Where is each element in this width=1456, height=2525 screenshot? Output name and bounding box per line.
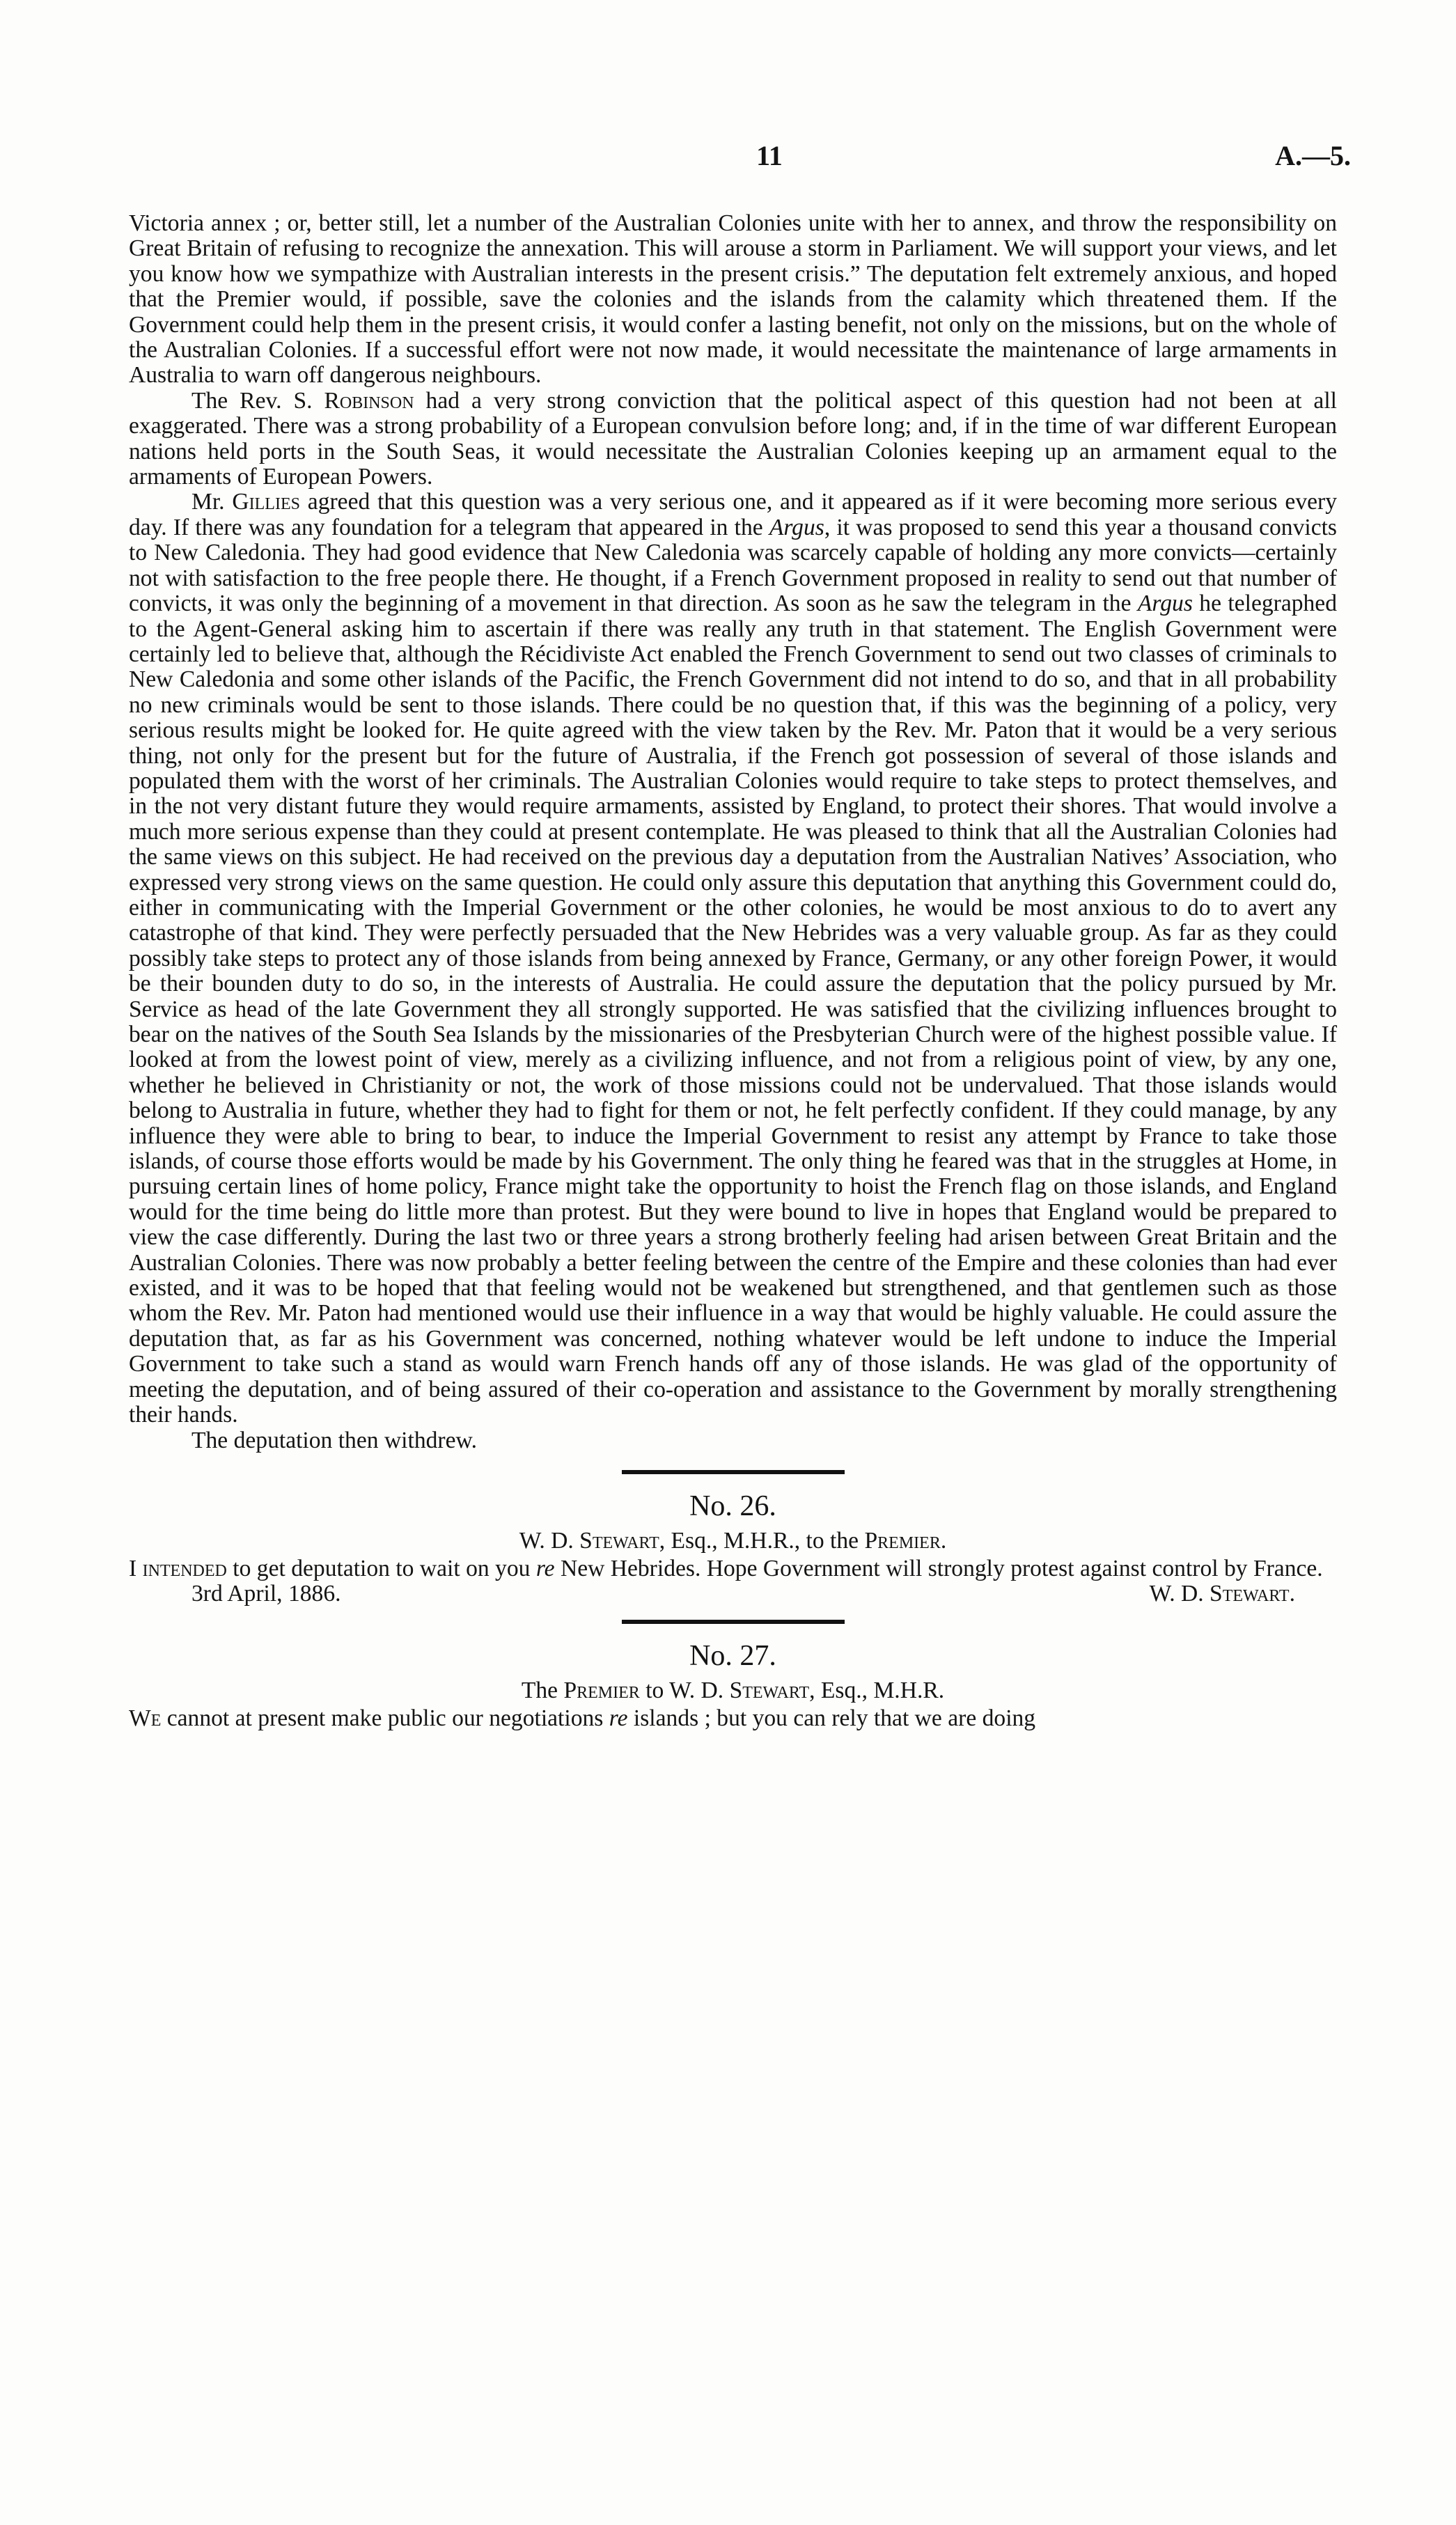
paragraph-continued <box>129 211 1337 389</box>
recipient-name: Premier <box>864 1527 941 1554</box>
correspondence-heading <box>129 1526 1337 1556</box>
section-divider <box>622 1470 845 1474</box>
paragraph-text: to get deputation to wait on you <box>226 1555 536 1581</box>
heading-text: to W. D. <box>639 1677 730 1703</box>
signature <box>1150 1581 1337 1607</box>
speaker-name: Robinson <box>324 387 414 414</box>
paragraph-text: cannot at present make public our negotiations <box>161 1705 609 1731</box>
telegram-text <box>129 1556 1337 1581</box>
page-header <box>188 139 1351 181</box>
document-number-heading: No. 27. <box>689 1639 776 1672</box>
paragraph-text: he telegraphed to the Agent-General asking him to ascertain if there was really any truth in that statement. The English Government were certainly led to believe that, although the Récidiviste Act enabled the French Government to send out two classes of criminals to New Caledonia and some other islands of the Pacific, the French Government did not intend to do so, and that in all probability no new criminals would be sent to those islands. There could be no question that, if this was the beginning of a policy, very serious results might be looked for. He quite agreed with the view taken by the Rev. Mr. Paton that it would be a very serious thing, not only for the present but for the future of Australia, if the French got possession of several of those islands and populated them with the worst of her criminals. The Australian Colonies would require to take steps to protect themselves, and in the not very distant future they would require armaments, assisted by England, to protect their shores. That would involve a much more serious expense than they could at present contemplate. He was pleased to think that all the Australian Colonies had the same views on this subject. He had received on the previous day a deputation from the Australian Natives’ Association, who expressed very strong views on the same question. He could only assure this deputation that anything this Government could do, either in communicating with the Imperial Government or the other colonies, he would be most anxious to do to avert any catastrophe of that kind. They were perfectly persuaded that the New Hebrides was a very valuable group. As far as they could possibly take steps to protect any of those islands from being annexed by France, Germany, or any other foreign Power, it would be their bounden duty to do so, in the interests of Australia. He could assure the deputation that the policy pursued by Mr. Service as head of the late Government they all strongly supported. He was satisfied that the civilizing influences brought to bear on the natives of the South Sea Islands by the missionaries of the Presbyterian Church were of the highest possible value. If looked at from the lowest point of view, merely as a civilizing influence, and not from a religious point of view, by any one, whether he believed in Christianity or not, the work of those missions could not be undervalued. That those islands would belong to Australia in future, whether they had to fight for them or not, he felt perfectly confident. If they could manage, by any influence they were able to bring to bear, to induce the Imperial Government to resist any attempt by France to take those islands, of course those efforts would be made by his Government. The only thing he feared was that in the struggles at Home, in pursuing certain lines of home policy, France might take the opportunity to hoist the French flag on those islands, and England would for the time being do little more than protest. But they were bound to live in hopes that England would be prepared to view the case differently. During the last two or three years a strong brotherly feeling had arisen between Great Britain and the Australian Colonies. There was now probably a better feeling between the centre of the Empire and these colonies than had ever existed, and it was to be hoped that that feeling would not be weakened but strengthened, and that gentlemen such as those whom the Rev. Mr. Paton had mentioned would use their influence in a way that would be highly valuable. He could assure the deputation that, as far as his Government was concerned, nothing whatever would be left undone to induce the Imperial Government to take such a stand as would warn French hands off any of those islands. He was glad of the opportunity of meeting the deputation, and of being assured of their co-operation and assistance to the Government by morally strengthening their hands. <box>129 591 1338 1428</box>
sender-name: W. D. Stewart <box>519 1527 659 1554</box>
correspondence-heading <box>129 1675 1337 1706</box>
telegram-text <box>129 1706 1337 1731</box>
heading-text: . <box>940 1527 947 1554</box>
newspaper-title: Argus <box>1137 591 1193 617</box>
page-number: 11 <box>756 140 783 171</box>
letter-date: 3rd April, 1886. <box>191 1581 341 1607</box>
sender-name: Premier <box>563 1677 640 1703</box>
paragraph-closing: The deputation then withdrew. <box>191 1427 477 1453</box>
signature-name: W. D. Stewart <box>1149 1581 1290 1607</box>
paragraph-text: had a very strong conviction that the political aspect of this question had not been at all exaggerated. There was a strong probability of a European convulsion before long; and, if in the time of war different European nations held ports in the South Seas, it would necessitate the Australian Colonies keeping up an armament equal to the armaments of European Powers. <box>129 387 1337 490</box>
document-number-heading: No. 26. <box>689 1490 776 1522</box>
heading-text: , Esq., M.H.R., to the <box>659 1527 865 1554</box>
paragraph-gillies <box>129 490 1337 1428</box>
document-body <box>129 211 1337 1731</box>
heading-text: , Esq., M.H.R. <box>809 1677 945 1703</box>
latin-term: re <box>609 1705 628 1731</box>
paragraph-text: Victoria annex ; or, better still, let a number of the Australian Colonies unite with her to annex, and throw the responsibility on Great Britain of refusing to recognize the annexation. This will arouse a storm in Parliament. We will support your views, and let you know how we sympathize with Australian interests in the present crisis.” The deputation felt extremely anxious, and hoped that the Premier would, if possible, save the colonies and the islands from the calamity which threatened them. If the Government could help them in the present crisis, it would confer a lasting benefit, not only on the missions, but on the whole of the Australian Colonies. If a successful effort were not now made, it would necessitate the maintenance of large armaments in Australia to warn off dangerous neighbours. <box>129 210 1337 389</box>
heading-text: The <box>521 1677 564 1703</box>
lead-words: I intended <box>129 1555 227 1581</box>
signature-end: . <box>1289 1581 1295 1607</box>
lead-words: We <box>129 1705 162 1731</box>
paragraph-text: islands ; but you can rely that we are doing <box>627 1705 1036 1731</box>
recipient-name: Stewart <box>729 1677 810 1703</box>
paragraph-text: The Rev. S. <box>191 387 324 414</box>
paragraph-text: New Hebrides. Hope Government will strongly protest against control by France. <box>554 1555 1323 1581</box>
newspaper-title: Argus <box>769 514 824 540</box>
section-divider <box>622 1620 845 1624</box>
paragraph-text: , it was proposed to send this year a thousand convicts to New Caledonia. They had good evidence that New Caledonia was scarcely capable of holding any more convicts—certainly not with satisfaction to the free people there. He thought, if a French Government proposed in reality to send out that number of convicts, it was only the beginning of a movement in that direction. As soon as he saw the telegram in the <box>129 514 1337 617</box>
latin-term: re <box>535 1555 555 1581</box>
paragraph-text: agreed that this question was a very serious one, and it appeared as if it were becoming more serious every day. If there was any foundation for a telegram that appeared in the <box>129 489 1337 540</box>
paragraph-text: Mr. <box>191 489 233 515</box>
signature-line <box>129 1581 1337 1607</box>
paragraph-robinson <box>129 389 1337 490</box>
speaker-name: Gillies <box>232 489 300 515</box>
document-reference: A.—5. <box>1275 140 1351 171</box>
